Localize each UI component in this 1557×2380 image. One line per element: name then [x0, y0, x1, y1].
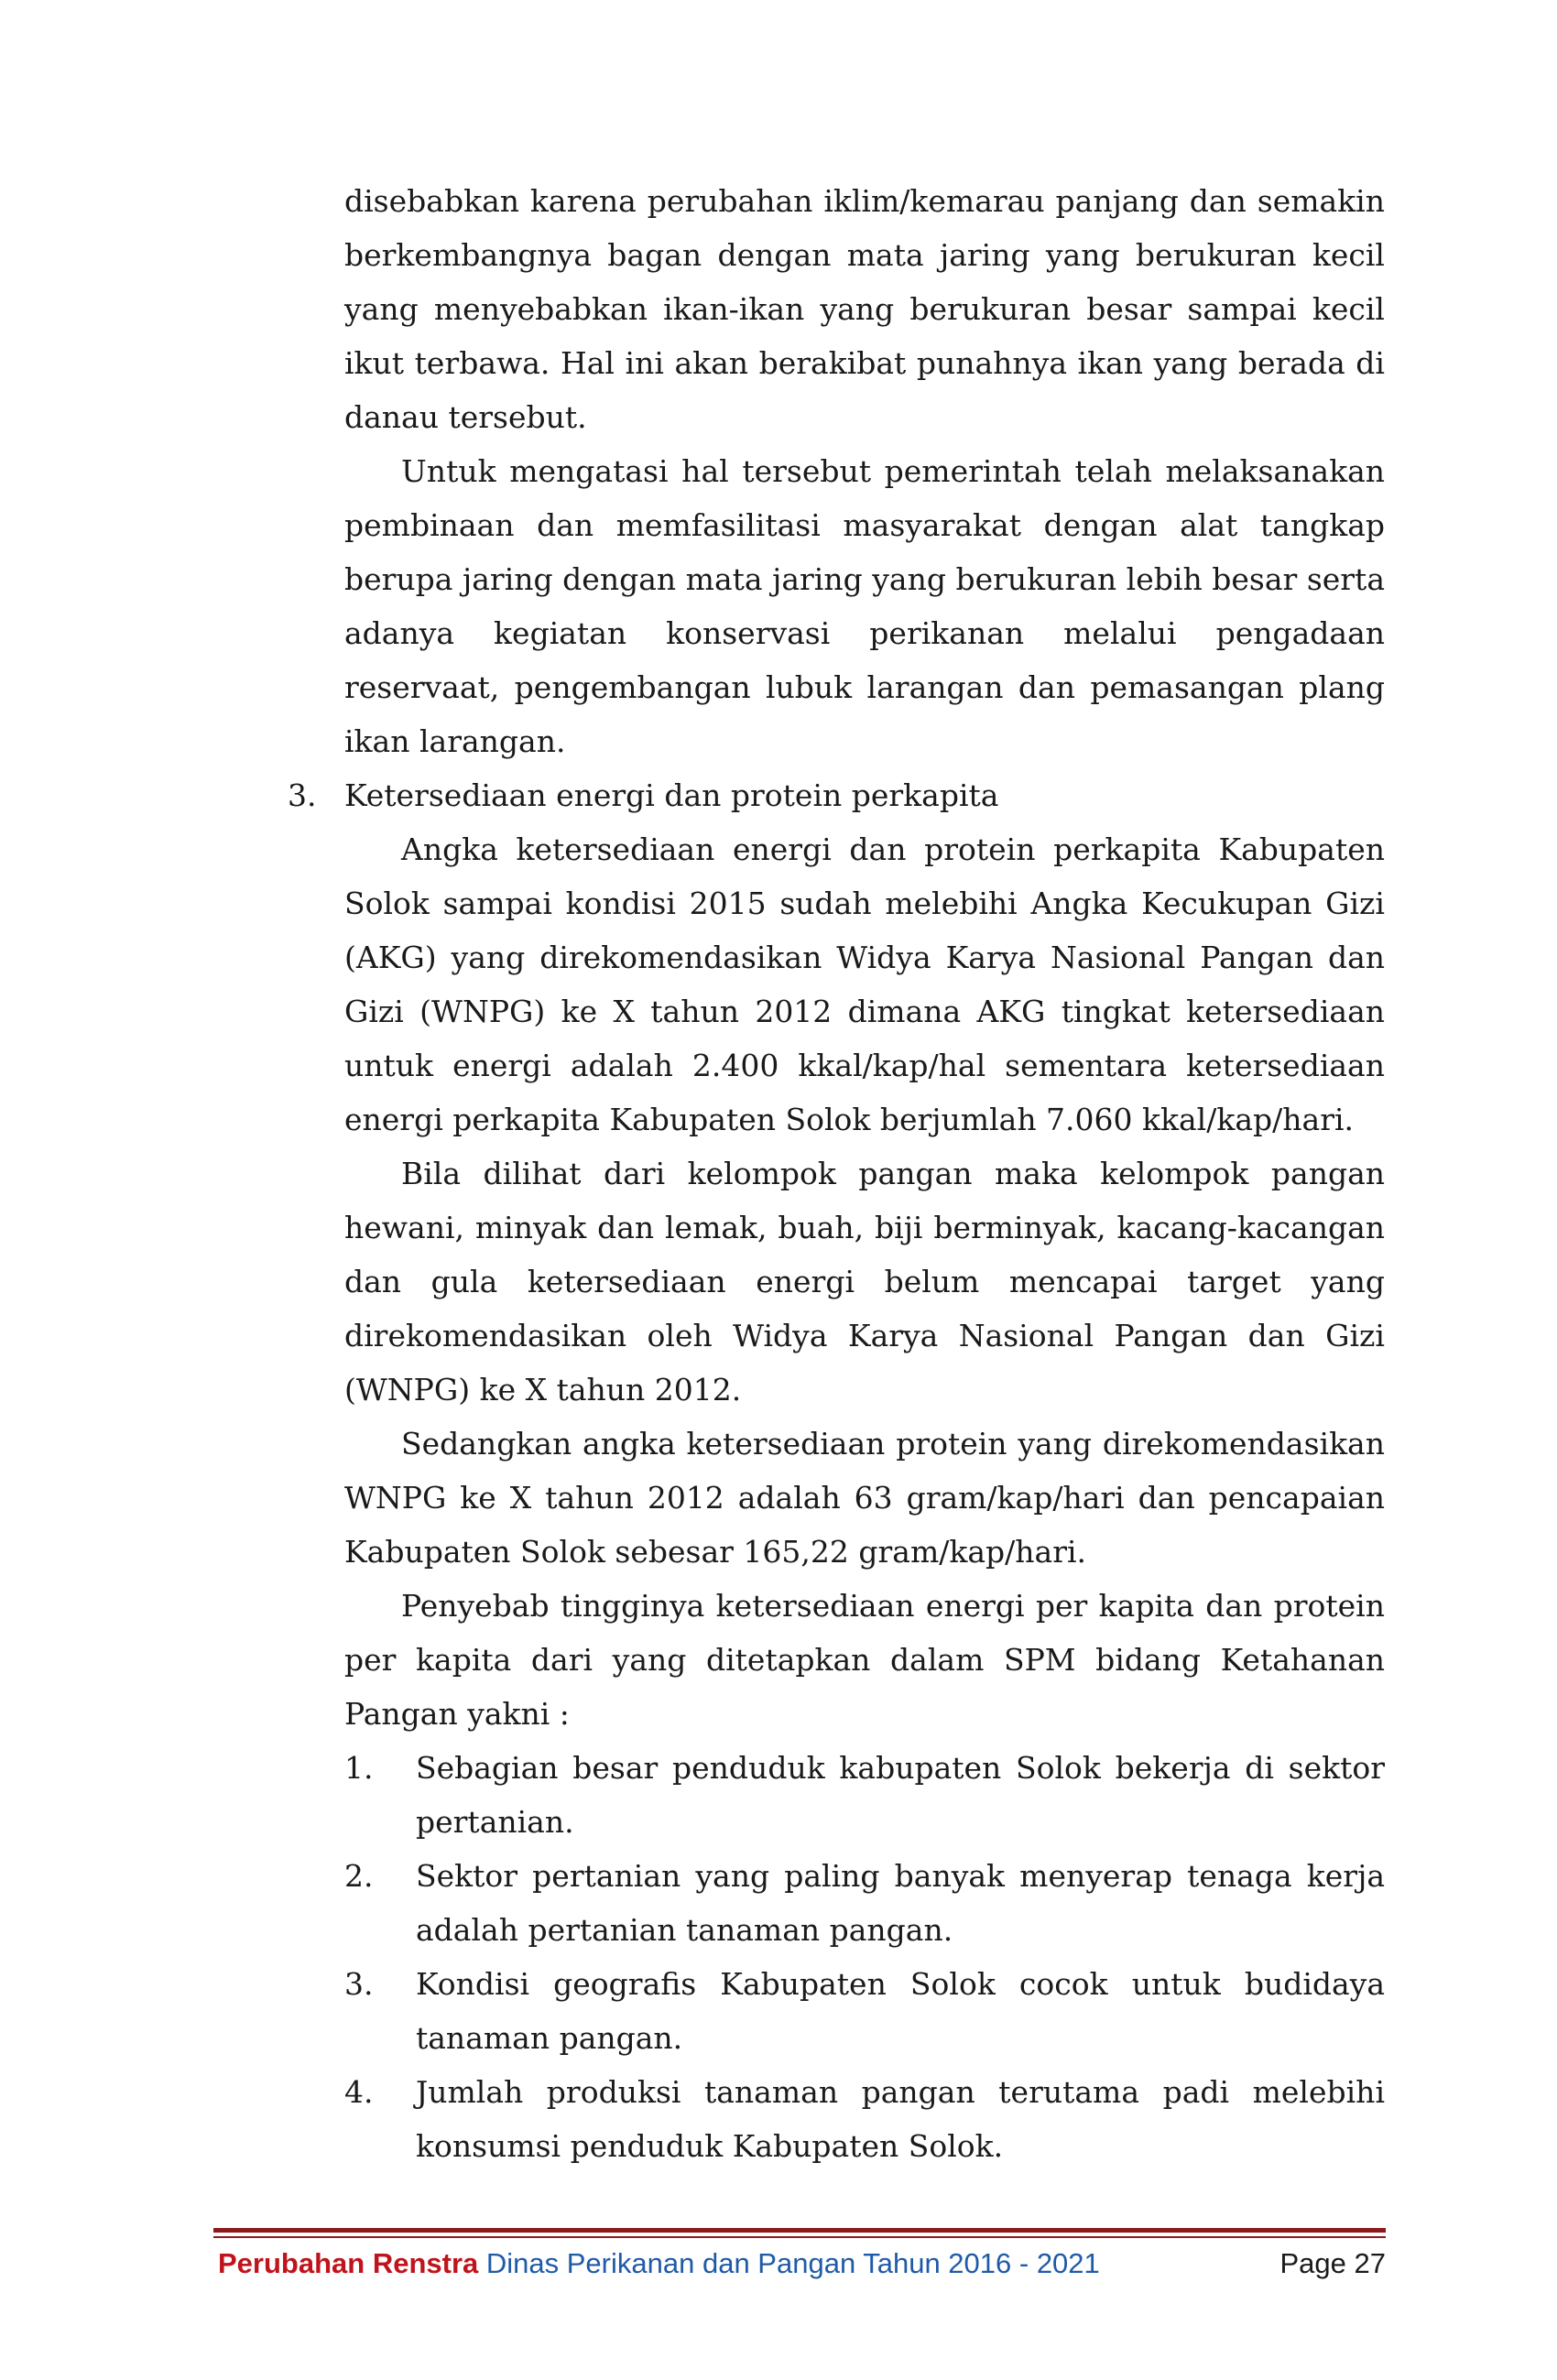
- section-number: 3.: [288, 777, 317, 813]
- cause-list: [344, 1741, 1385, 2173]
- paragraph-5: Sedangkan angka ketersediaan protein yang direkomendasikan WNPG ke X tahun 2012 adalah 63 gram/kap/hari dan pencapaian Kabupaten Solok sebesar 165,22 gram/kap/hari.: [344, 1426, 1385, 1570]
- list-item: [344, 1849, 1385, 1957]
- footer-title-red: Perubahan Renstra: [218, 2247, 479, 2279]
- list-item: [344, 2065, 1385, 2173]
- paragraph-4: Bila dilihat dari kelompok pangan maka kelompok pangan hewani, minyak dan lemak, buah, biji berminyak, kacang-kacangan dan gula ketersediaan energi belum mencapai target yang direkomendasikan oleh Widya Karya Nasional Pangan dan Gizi (WNPG) ke X tahun 2012.: [344, 1156, 1385, 1407]
- list-item-text: Sebagian besar penduduk kabupaten Solok bekerja di sektor pertanian.: [416, 1750, 1385, 1840]
- list-item-number: 2.: [344, 1858, 374, 1894]
- paragraph-6: Penyebab tingginya ketersediaan energi per kapita dan protein per kapita dari yang ditetapkan dalam SPM bidang Ketahanan Pangan yakni :: [344, 1588, 1385, 1732]
- footer-divider-thin: [213, 2236, 1386, 2238]
- paragraph-1: disebabkan karena perubahan iklim/kemarau panjang dan semakin berkembangnya bagan dengan mata jaring yang berukuran kecil yang menyebabkan ikan-ikan yang berukuran besar sampai kecil ikut terbawa. Hal ini akan berakibat punahnya ikan yang berada di danau tersebut.: [344, 183, 1385, 435]
- section-title: Ketersediaan energi dan protein perkapita: [344, 777, 999, 813]
- page-footer: [218, 2244, 1386, 2284]
- list-item-text: Sektor pertanian yang paling banyak menyerap tenaga kerja adalah pertanian tanaman pangan.: [416, 1858, 1385, 1948]
- list-item-number: 4.: [344, 2074, 374, 2110]
- footer-title-blue: Dinas Perikanan dan Pangan Tahun 2016 - 2021: [485, 2247, 1100, 2279]
- list-item-text: Kondisi geografis Kabupaten Solok cocok untuk budidaya tanaman pangan.: [416, 1966, 1385, 2056]
- list-item-text: Jumlah produksi tanaman pangan terutama padi melebihi konsumsi penduduk Kabupaten Solok.: [416, 2074, 1385, 2164]
- section-3: [288, 768, 1385, 822]
- list-item: [344, 1957, 1385, 2065]
- document-body: [288, 174, 1385, 2173]
- list-item-number: 3.: [344, 1966, 374, 2002]
- list-item-number: 1.: [344, 1750, 374, 1786]
- list-item: [344, 1741, 1385, 1849]
- paragraph-2: Untuk mengatasi hal tersebut pemerintah telah melaksanakan pembinaan dan memfasilitasi masyarakat dengan alat tangkap berupa jaring dengan mata jaring yang berukuran lebih besar serta adanya kegiatan konservasi perikanan melalui pengadaan reservaat, pengembangan lubuk larangan dan pemasangan plang ikan larangan.: [344, 453, 1385, 759]
- paragraph-3: Angka ketersediaan energi dan protein perkapita Kabupaten Solok sampai kondisi 2015 sudah melebihi Angka Kecukupan Gizi (AKG) yang direkomendasikan Widya Karya Nasional Pangan dan Gizi (WNPG) ke X tahun 2012 dimana AKG tingkat ketersediaan untuk energi adalah 2.400 kkal/kap/hal sementara ketersediaan energi perkapita Kabupaten Solok berjumlah 7.060 kkal/kap/hari.: [344, 831, 1385, 1137]
- page-number: Page 27: [1279, 2247, 1386, 2279]
- footer-divider-thick: [213, 2228, 1386, 2233]
